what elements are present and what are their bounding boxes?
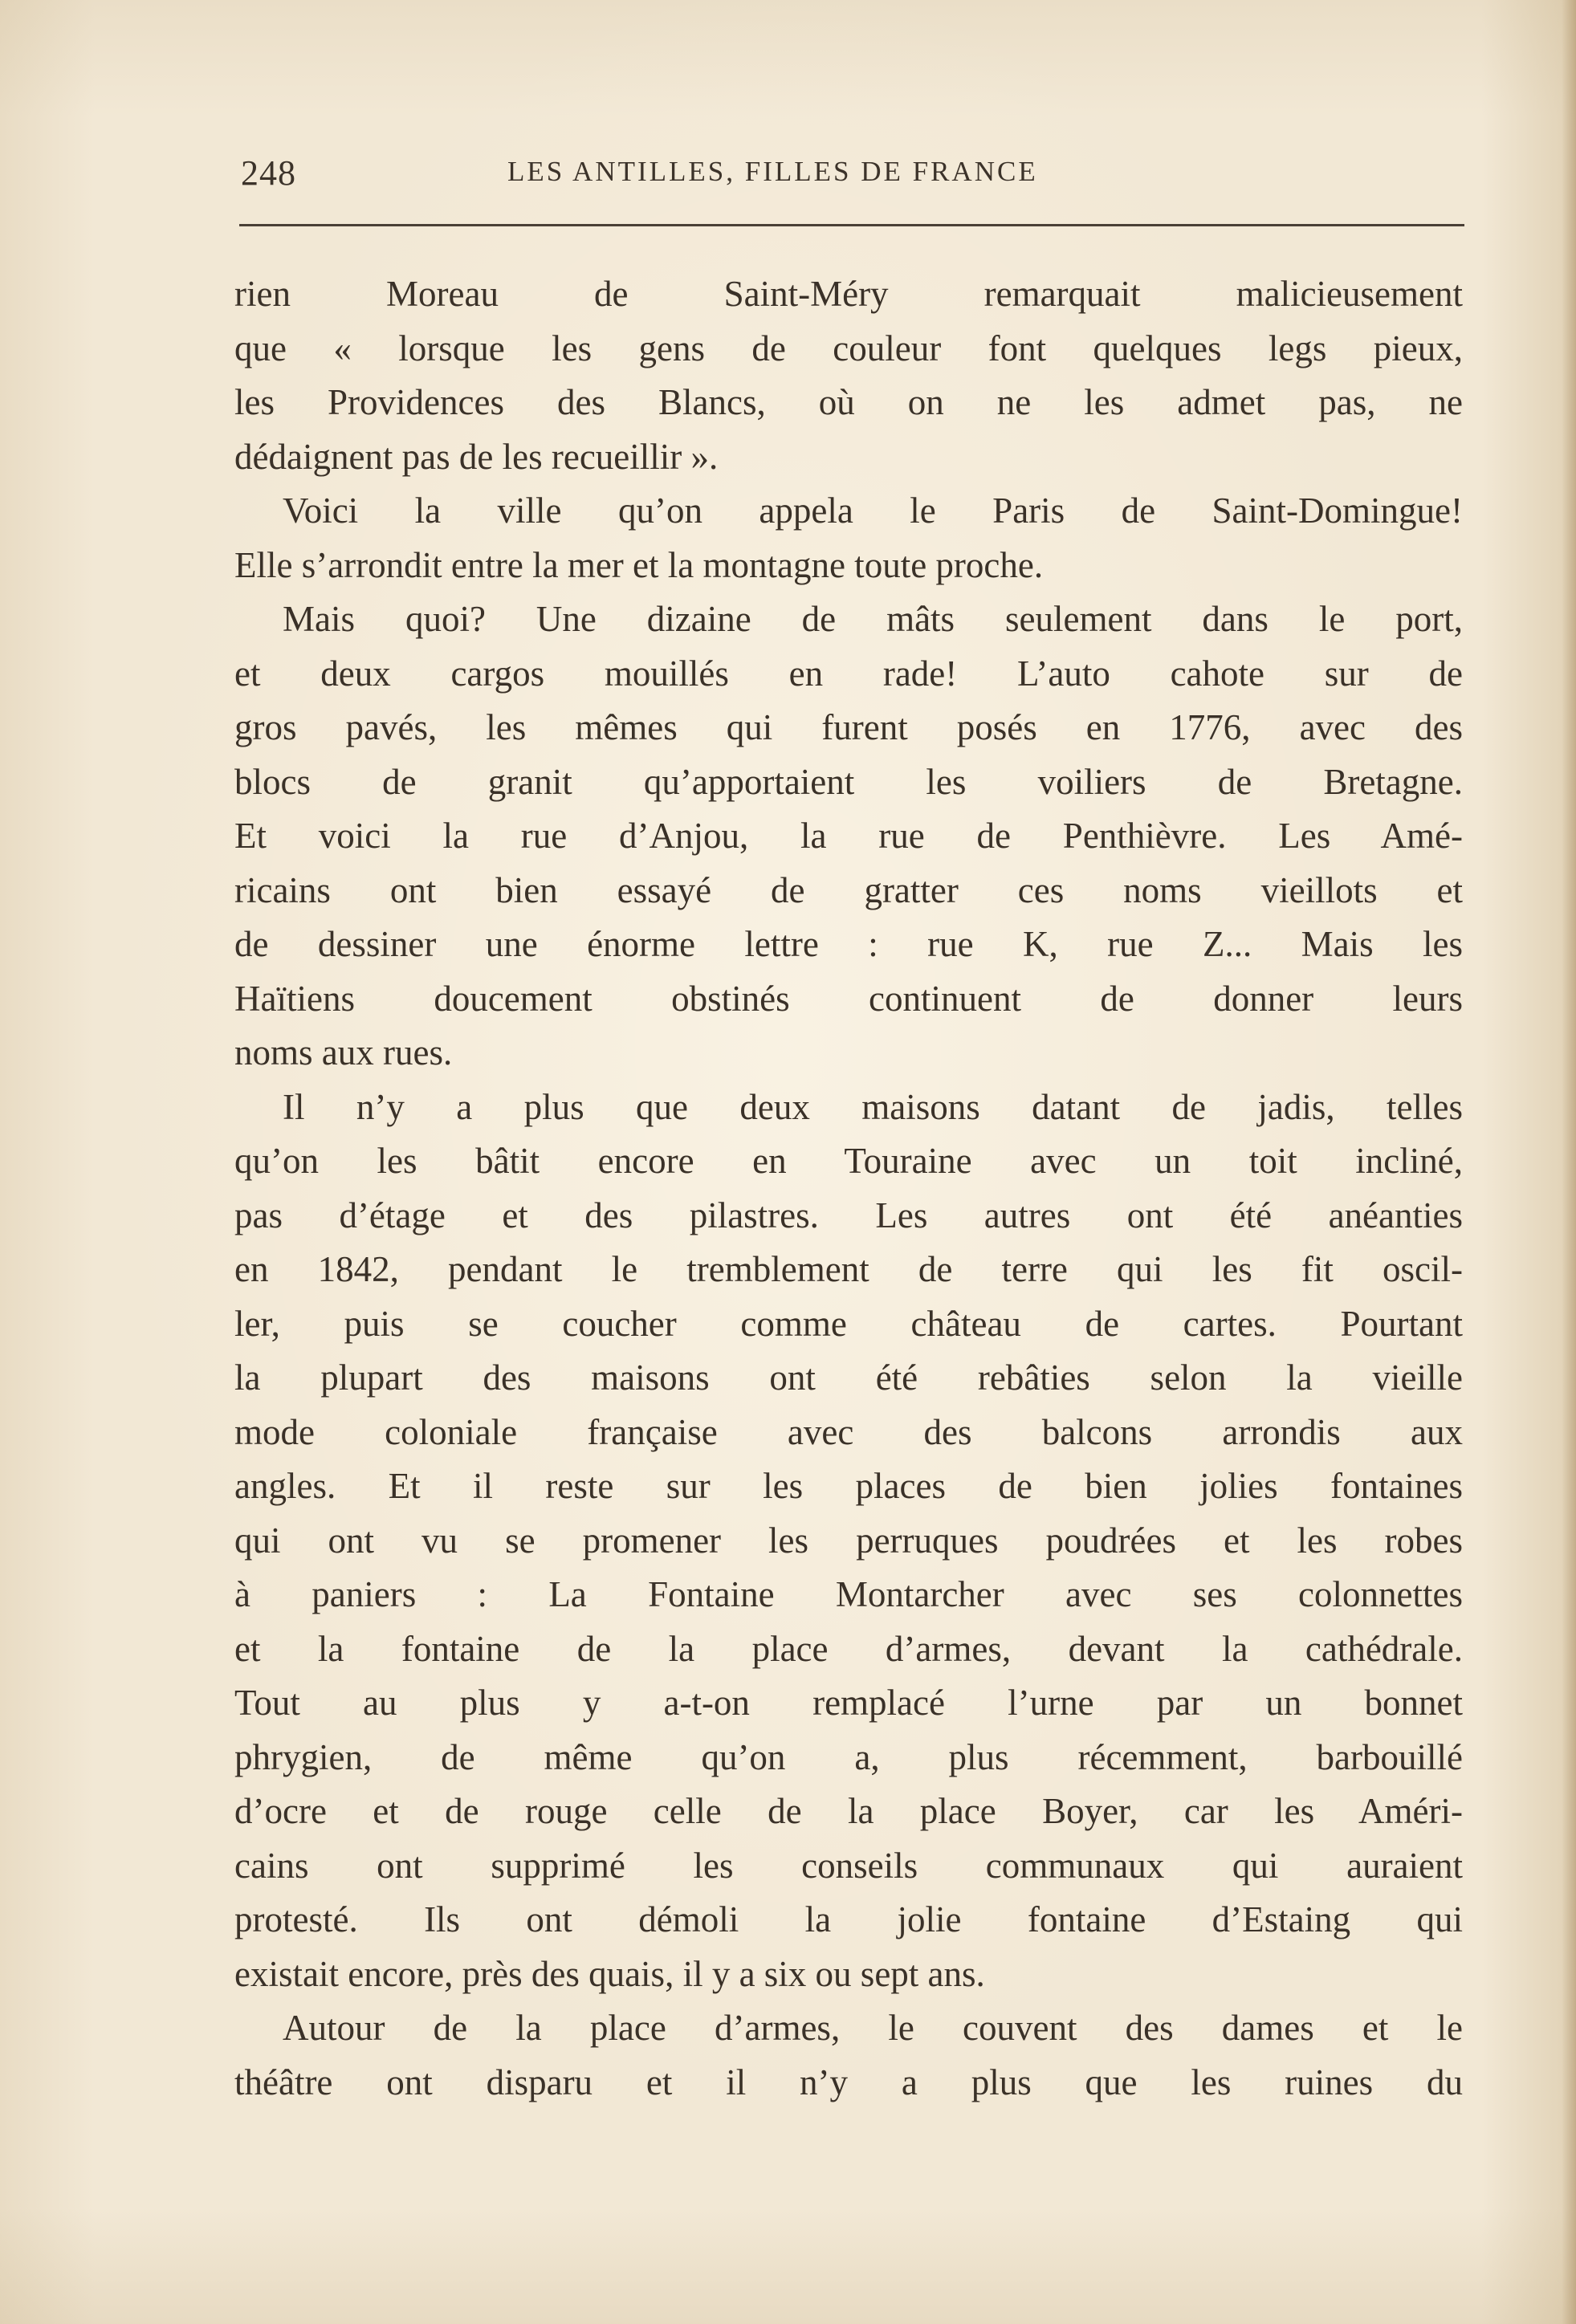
text-line: et deux cargos mouillés en rade! L’auto cahote sur de xyxy=(234,653,1463,694)
text-line: que « lorsque les gens de couleur font quelques legs pieux, xyxy=(234,328,1463,368)
text-line: mode coloniale française avec des balcons arrondis aux xyxy=(234,1411,1463,1452)
text-line: Tout au plus y a-t-on remplacé l’urne par un bonnet xyxy=(234,1683,1463,1723)
text-line: la plupart des maisons ont été rebâties selon la vieille xyxy=(234,1357,1463,1398)
text-line: les Providences des Blancs, où on ne les admet pas, ne xyxy=(234,382,1463,422)
text-line: existait encore, près des quais, il y a six ou sept ans. xyxy=(234,1953,985,1994)
text-line: ricains ont bien essayé de gratter ces noms vieillots et xyxy=(234,869,1463,910)
text-line: Il n’y a plus que deux maisons datant de jadis, telles xyxy=(283,1086,1463,1127)
text-line: de dessiner une énorme lettre : rue K, rue Z... Mais les xyxy=(234,924,1463,964)
text-line: d’ocre et de rouge celle de la place Boyer, car les Améri- xyxy=(234,1791,1463,1831)
text-line: qui ont vu se promener les perruques poudrées et les robes xyxy=(234,1520,1463,1561)
text-line: cains ont supprimé les conseils communaux qui auraient xyxy=(234,1845,1463,1886)
text-line: angles. Et il reste sur les places de bien jolies fontaines xyxy=(234,1466,1463,1506)
text-line: en 1842, pendant le tremblement de terre qui les fit oscil- xyxy=(234,1249,1463,1289)
page-edge-shadow xyxy=(1562,0,1576,2324)
text-line: Mais quoi? Une dizaine de mâts seulement dans le port, xyxy=(283,599,1463,639)
header-rule xyxy=(239,224,1464,226)
text-line: Elle s’arrondit entre la mer et la montagne toute proche. xyxy=(234,544,1044,585)
text-line: dédaignent pas de les recueillir ». xyxy=(234,436,719,477)
text-line: Et voici la rue d’Anjou, la rue de Penthièvre. Les Amé- xyxy=(234,816,1463,856)
text-line: blocs de granit qu’apportaient les voiliers de Bretagne. xyxy=(234,761,1463,802)
page-number: 248 xyxy=(241,153,296,193)
running-title: LES ANTILLES, FILLES DE FRANCE xyxy=(507,156,1038,187)
text-line: à paniers : La Fontaine Montarcher avec ses colonnettes xyxy=(234,1574,1463,1614)
body-text xyxy=(234,267,1463,2110)
page-header xyxy=(234,153,1463,201)
text-line: gros pavés, les mêmes qui furent posés en 1776, avec des xyxy=(234,707,1463,747)
text-line: qu’on les bâtit encore en Touraine avec un toit incliné, xyxy=(234,1141,1463,1181)
text-line: rien Moreau de Saint-Méry remarquait malicieusement xyxy=(234,274,1463,314)
text-line: noms aux rues. xyxy=(234,1032,453,1072)
text-line: phrygien, de même qu’on a, plus récemment, barbouillé xyxy=(234,1736,1463,1777)
text-line: Haïtiens doucement obstinés continuent de donner leurs xyxy=(234,978,1463,1019)
text-line: pas d’étage et des pilastres. Les autres ont été anéanties xyxy=(234,1195,1463,1235)
text-line: Autour de la place d’armes, le couvent des dames et le xyxy=(283,2008,1463,2048)
text-line: ler, puis se coucher comme château de cartes. Pourtant xyxy=(234,1303,1463,1344)
text-line: théâtre ont disparu et il n’y a plus que les ruines du xyxy=(234,2061,1463,2102)
text-line: protesté. Ils ont démoli la jolie fontaine d’Estaing qui xyxy=(234,1899,1463,1939)
text-line: Voici la ville qu’on appela le Paris de Saint-Domingue! xyxy=(283,490,1463,531)
text-line: et la fontaine de la place d’armes, devant la cathédrale. xyxy=(234,1628,1463,1669)
